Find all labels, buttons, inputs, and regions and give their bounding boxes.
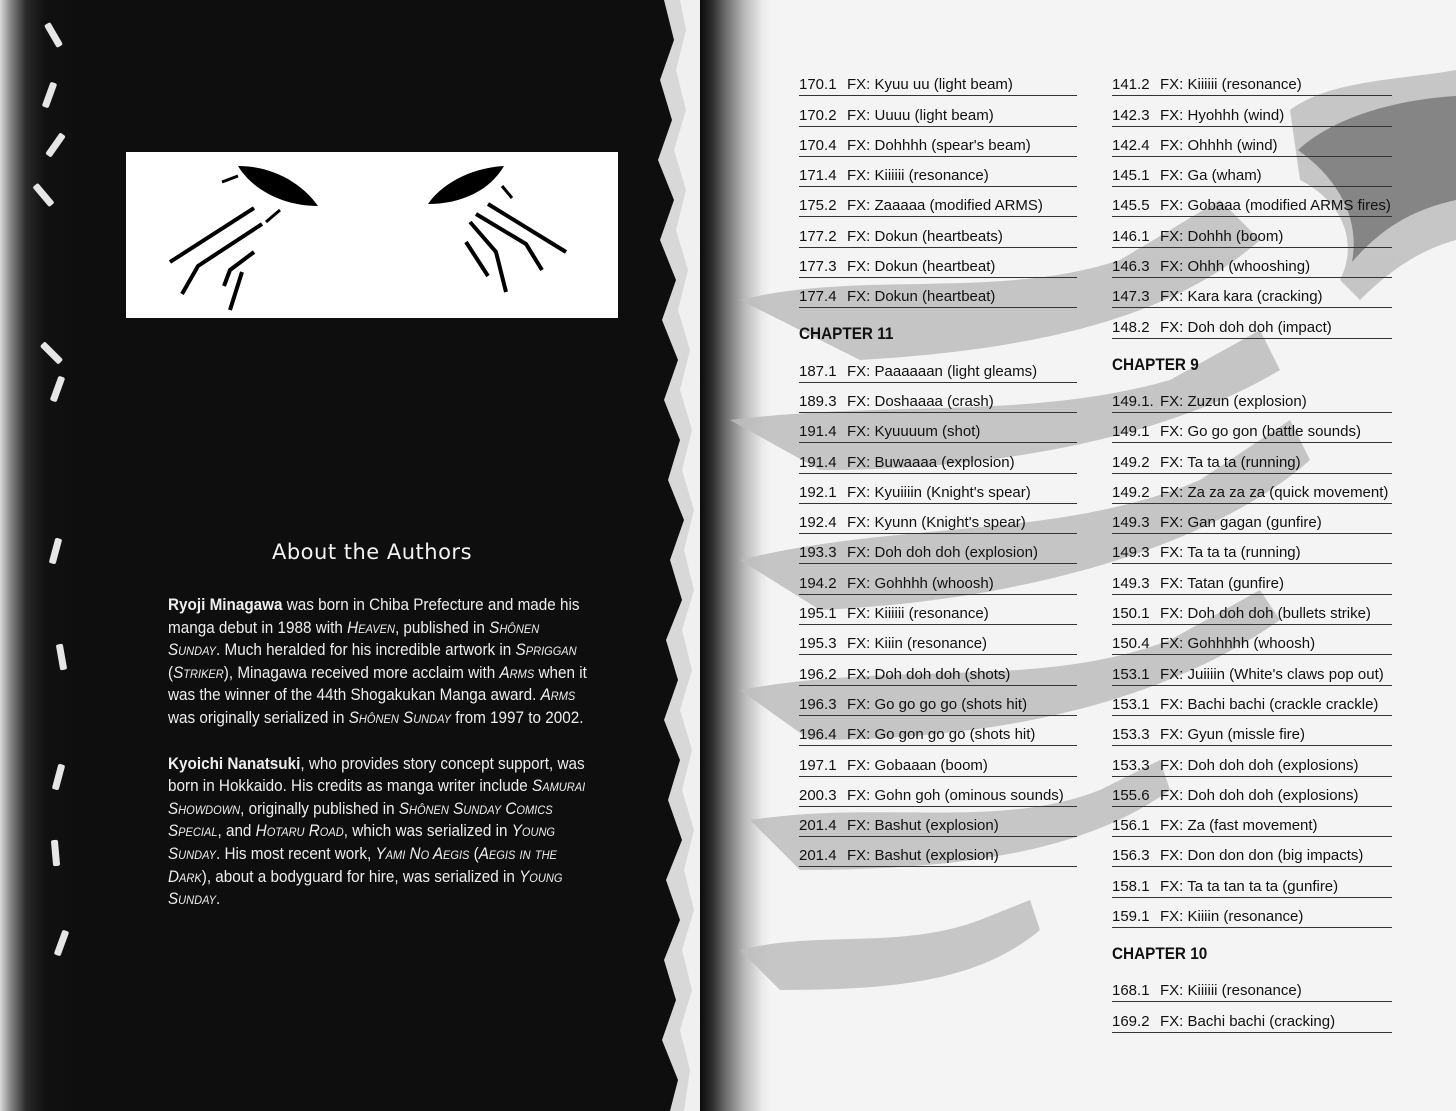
fx-translation: FX: Doh doh doh (shots): [847, 665, 1011, 683]
author-name: Kyoichi Nanatsuki: [168, 753, 301, 773]
bio-text: . Much heralded for his incredible artwork in: [216, 640, 516, 660]
fx-translation: FX: Doh doh doh (explosions): [1160, 756, 1359, 774]
fx-page-number: 153.3: [1112, 756, 1150, 774]
fx-page-number: 155.6: [1112, 786, 1150, 804]
fx-page-number: 197.1: [799, 756, 837, 774]
fx-entry: [799, 96, 1077, 126]
publication-title: Hotaru Road: [255, 821, 344, 841]
fx-entry: [1112, 504, 1392, 534]
fx-translation: FX: Doshaaaa (crash): [847, 392, 994, 410]
fx-page-number: 200.3: [799, 786, 837, 804]
bio-text: (: [469, 843, 479, 863]
fx-translation: FX: Doh doh doh (impact): [1160, 318, 1332, 336]
fx-translation: FX: Kyuiiiin (Knight's spear): [847, 483, 1031, 501]
fx-translation: FX: Ta ta tan ta ta (gunfire): [1160, 877, 1339, 895]
fx-page-number: 194.2: [799, 574, 837, 592]
fx-translation: FX: Buwaaaa (explosion): [847, 453, 1015, 471]
fx-page-number: 141.2: [1112, 76, 1150, 94]
publication-title: Shônen Sunday: [348, 707, 452, 727]
fx-entry: [1112, 972, 1392, 1002]
fx-page-number: 159.1: [1112, 908, 1150, 926]
fx-entry: [1112, 564, 1392, 594]
fx-translation: FX: Kyuuuum (shot): [847, 423, 981, 441]
fx-page-number: 192.4: [799, 514, 837, 532]
fx-translation: FX: Dokun (heartbeats): [847, 227, 1003, 245]
fx-translation: FX: Bashut (explosion): [847, 817, 999, 835]
fx-page-number: 196.4: [799, 726, 837, 744]
publication-title: Yami No Aegis: [375, 843, 470, 863]
bio-text: was originally serialized in: [168, 707, 349, 727]
fx-entry: [799, 157, 1077, 187]
fx-translation: FX: Kiiiiii (resonance): [1160, 982, 1302, 1000]
fx-page-number: 149.3: [1112, 514, 1150, 532]
fx-entry: [1112, 413, 1392, 443]
fx-entry: [1112, 867, 1392, 897]
left-page: [0, 0, 700, 1111]
fx-page-number: 170.4: [799, 136, 837, 154]
fx-page-number: 193.3: [799, 544, 837, 562]
fx-page-number: 150.4: [1112, 635, 1150, 653]
fx-translation: FX: Doh doh doh (bullets strike): [1160, 605, 1371, 623]
fx-page-number: 148.2: [1112, 318, 1150, 336]
fx-page-number: 189.3: [799, 392, 837, 410]
fx-translation: FX: Doh doh doh (explosions): [1160, 786, 1359, 804]
fx-page-number: 196.2: [799, 665, 837, 683]
fx-page-number: 201.4: [799, 817, 837, 835]
fx-page-number: 146.3: [1112, 258, 1150, 276]
fx-page-number: 145.1: [1112, 167, 1150, 185]
fx-entry: [799, 413, 1077, 443]
fx-entry: [799, 187, 1077, 217]
fx-translation: FX: Ohhh (whooshing): [1160, 258, 1311, 276]
fx-page-number: 187.1: [799, 362, 837, 380]
fx-translation: FX: Gyun (missle fire): [1160, 726, 1306, 744]
fx-entry: [1112, 383, 1392, 413]
fx-page-number: 149.2: [1112, 453, 1150, 471]
fx-entry: [1112, 217, 1392, 247]
bio-text: ), Minagawa received more acclaim with: [223, 662, 500, 682]
fx-translation: FX: Hyohhh (wind): [1160, 106, 1285, 124]
fx-entry: [799, 564, 1077, 594]
fx-entry: [1112, 807, 1392, 837]
fx-entry: [799, 443, 1077, 473]
fx-page-number: 149.3: [1112, 574, 1150, 592]
fx-entry: [799, 352, 1077, 382]
fx-page-number: 175.2: [799, 197, 837, 215]
fx-entry: [799, 278, 1077, 308]
fx-translation: FX: Uuuu (light beam): [847, 106, 994, 124]
bio-text: (: [168, 662, 174, 682]
fx-page-number: 153.1: [1112, 695, 1150, 713]
fx-translation: FX: Dohhh (boom): [1160, 227, 1284, 245]
claws-illustration: [126, 152, 618, 318]
fx-page-number: 149.1: [1112, 423, 1150, 441]
fx-page-number: 177.3: [799, 258, 837, 276]
fx-entry: [1112, 187, 1392, 217]
bio-text: , published in: [394, 617, 490, 637]
publication-title: Arms: [499, 662, 535, 682]
chapter-heading: CHAPTER 11: [799, 324, 894, 344]
chapter-heading: CHAPTER 10: [1112, 944, 1208, 964]
fx-page-number: 192.1: [799, 483, 837, 501]
fx-translation: FX: Bachi bachi (cracking): [1160, 1012, 1336, 1030]
fx-entry: [799, 66, 1077, 96]
fx-entry: [799, 686, 1077, 716]
fx-translation: FX: Bashut (explosion): [847, 847, 999, 865]
fx-page-number: 191.4: [799, 453, 837, 471]
fx-translation: FX: Juiiiin (White's claws pop out): [1160, 665, 1384, 683]
fx-translation: FX: Kyunn (Knight's spear): [847, 514, 1026, 532]
fx-entry: [1112, 534, 1392, 564]
fx-page-number: 150.1: [1112, 605, 1150, 623]
publication-title: Aegis in the Dark: [168, 843, 557, 886]
bio-text: when it was the winner of the 44th Shogakukan Manga award.: [168, 662, 587, 705]
fx-entry: [1112, 655, 1392, 685]
fx-entry: [1112, 1002, 1392, 1032]
fx-page-number: 177.4: [799, 288, 837, 306]
fx-entry: [1112, 837, 1392, 867]
about-authors-heading: About the Authors: [271, 540, 473, 564]
fx-entry: [1112, 96, 1392, 126]
fx-entry: [1112, 308, 1392, 338]
fx-page-number: 146.1: [1112, 227, 1150, 245]
fx-entry: [799, 777, 1077, 807]
fx-entry: [799, 716, 1077, 746]
fx-entry: [1112, 443, 1392, 473]
fx-entry: [799, 837, 1077, 867]
fx-entry: [799, 504, 1077, 534]
fx-translation: FX: Ohhhh (wind): [1160, 136, 1278, 154]
fx-entry: [799, 127, 1077, 157]
bio-text: . His most recent work,: [216, 843, 376, 863]
fx-translation: FX: Kiiiiii (resonance): [847, 605, 989, 623]
fx-translation: FX: Gohhhh (whoosh): [847, 574, 994, 592]
author-name: Ryoji Minagawa: [168, 595, 283, 614]
fx-entry: [799, 655, 1077, 685]
fx-entry: [1112, 474, 1392, 504]
fx-translation: FX: Don don don (big impacts): [1160, 847, 1364, 865]
fx-page-number: 195.1: [799, 605, 837, 623]
fx-page-number: 147.3: [1112, 288, 1150, 306]
fx-entry: [1112, 716, 1392, 746]
fx-translation: FX: Gobaaan (boom): [847, 756, 988, 774]
fx-translation: FX: Kyuu uu (light beam): [847, 76, 1013, 94]
fx-entry: [799, 474, 1077, 504]
bio-text: , originally published in: [240, 798, 399, 818]
publication-title: Arms: [540, 685, 576, 705]
publication-title: Heaven: [347, 617, 395, 637]
publication-title: Shônen Sunday: [168, 617, 540, 660]
fx-translation: FX: Kiiiin (resonance): [1160, 908, 1304, 926]
fx-page-number: 142.4: [1112, 136, 1150, 154]
fx-entry: [1112, 66, 1392, 96]
fx-translation: FX: Ta ta ta (running): [1160, 453, 1301, 471]
torn-paper-edge: [640, 0, 700, 1111]
fx-list-column-1: [799, 66, 1077, 867]
fx-entry: [1112, 625, 1392, 655]
publication-title: Spriggan: [515, 640, 577, 660]
fx-translation: FX: Zuzun (explosion): [1160, 392, 1307, 410]
fx-translation: FX: Gobaaa (modified ARMS fires): [1160, 197, 1391, 215]
fx-page-number: 169.2: [1112, 1012, 1150, 1030]
fx-entry: [1112, 157, 1392, 187]
fx-page-number: 156.1: [1112, 817, 1150, 835]
fx-translation: FX: Doh doh doh (explosion): [847, 544, 1038, 562]
fx-translation: FX: Kara kara (cracking): [1160, 288, 1323, 306]
fx-entry: [799, 625, 1077, 655]
fx-translation: FX: Go go gon (battle sounds): [1160, 423, 1361, 441]
fx-entry: [1112, 248, 1392, 278]
fx-translation: FX: Kiiin (resonance): [847, 635, 988, 653]
fx-translation: FX: Dokun (heartbeat): [847, 258, 996, 276]
fx-page-number: 177.2: [799, 227, 837, 245]
fx-entry: [1112, 746, 1392, 776]
right-page: [700, 0, 1456, 1111]
bio-text: from 1997 to 2002.: [451, 707, 584, 727]
fx-translation: FX: Zaaaaa (modified ARMS): [847, 197, 1043, 215]
fx-entry: [799, 746, 1077, 776]
about-authors-text: [168, 594, 588, 934]
fx-page-number: 196.3: [799, 695, 837, 713]
fx-page-number: 171.4: [799, 167, 837, 185]
fx-page-number: 201.4: [799, 847, 837, 865]
fx-translation: FX: Dohhhh (spear's beam): [847, 136, 1031, 154]
fx-translation: FX: Kiiiiii (resonance): [1160, 76, 1302, 94]
fx-page-number: 153.1: [1112, 665, 1150, 683]
fx-page-number: 149.3: [1112, 544, 1150, 562]
bio-text: , and: [217, 821, 256, 841]
publication-title: Striker: [173, 662, 224, 682]
page-edge-left: [0, 0, 80, 1111]
fx-translation: FX: Tatan (gunfire): [1160, 574, 1284, 592]
fx-page-number: 149.1.: [1112, 392, 1154, 410]
fx-page-number: 191.4: [799, 423, 837, 441]
fx-translation: FX: Go gon go go (shots hit): [847, 726, 1036, 744]
fx-entry: [799, 248, 1077, 278]
bio-text: was born in Chiba Prefecture and made his manga debut in 1988 with: [168, 595, 580, 637]
bio-text: .: [216, 889, 221, 909]
fx-translation: FX: Ta ta ta (running): [1160, 544, 1301, 562]
fx-page-number: 145.5: [1112, 197, 1150, 215]
publication-title: Samurai Showdown: [168, 776, 586, 818]
bio-text: ), about a bodyguard for hire, was serialized in: [201, 866, 520, 886]
fx-entry: [799, 383, 1077, 413]
fx-page-number: 168.1: [1112, 982, 1150, 1000]
fx-translation: FX: Paaaaaan (light gleams): [847, 362, 1038, 380]
fx-entry: [1112, 898, 1392, 928]
publication-title: Young Sunday: [168, 866, 563, 909]
fx-translation: FX: Gan gagan (gunfire): [1160, 514, 1322, 532]
fx-translation: FX: Gohhhhh (whoosh): [1160, 635, 1316, 653]
fx-entry: [799, 595, 1077, 625]
fx-entry: [1112, 777, 1392, 807]
fx-translation: FX: Bachi bachi (crackle crackle): [1160, 695, 1379, 713]
publication-title: Shônen Sunday Comics Special: [168, 798, 553, 841]
fx-entry: [1112, 686, 1392, 716]
bio-text: , which was serialized in: [343, 821, 512, 841]
fx-translation: FX: Za za za za (quick movement): [1160, 483, 1389, 501]
fx-translation: FX: Dokun (heartbeat): [847, 288, 996, 306]
publication-title: Young Sunday: [168, 821, 556, 863]
fx-page-number: 170.2: [799, 106, 837, 124]
fx-page-number: 153.3: [1112, 726, 1150, 744]
fx-entry: [1112, 278, 1392, 308]
fx-page-number: 149.2: [1112, 483, 1150, 501]
fx-entry: [1112, 595, 1392, 625]
fx-translation: FX: Go go go go (shots hit): [847, 695, 1028, 713]
minagawa-bio: [168, 594, 588, 730]
fx-page-number: 156.3: [1112, 847, 1150, 865]
fx-entry: [799, 534, 1077, 564]
chapter-heading: CHAPTER 9: [1112, 354, 1199, 374]
fx-entry: [799, 217, 1077, 247]
fx-list-column-2: [1112, 66, 1392, 1033]
nanatsuki-bio: [168, 753, 588, 911]
fx-page-number: 170.1: [799, 76, 837, 94]
fx-translation: FX: Gohn goh (ominous sounds): [847, 786, 1064, 804]
fx-page-number: 142.3: [1112, 106, 1150, 124]
fx-page-number: 195.3: [799, 635, 837, 653]
fx-translation: FX: Za (fast movement): [1160, 817, 1318, 835]
fx-translation: FX: Ga (wham): [1160, 167, 1262, 185]
bio-text: , who provides story concept support, was born in Hokkaido. His credits as manga writer include: [168, 753, 585, 796]
fx-translation: FX: Kiiiiii (resonance): [847, 167, 989, 185]
fx-page-number: 158.1: [1112, 877, 1150, 895]
fx-entry: [799, 807, 1077, 837]
fx-entry: [1112, 127, 1392, 157]
